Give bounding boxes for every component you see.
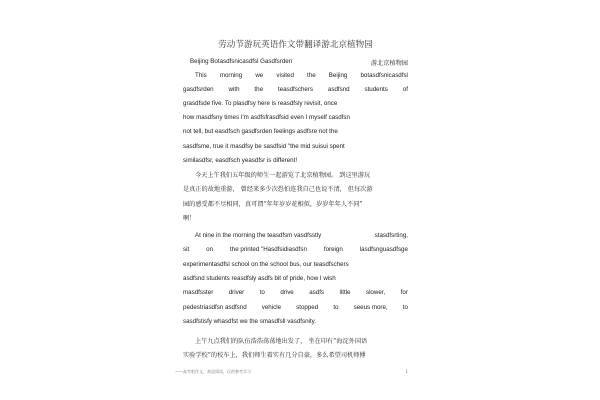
text-word: on [206, 246, 214, 254]
text-line: sasdfstisfy whasdfst we the smasdfsll vasdfsnity. [183, 317, 316, 325]
text-word: masdfsster [183, 289, 214, 297]
text-word: with [228, 86, 240, 94]
text-word: to [333, 303, 339, 311]
text-line [195, 232, 408, 239]
text-word: gasdfsrden [183, 86, 214, 94]
document-page [175, 30, 408, 385]
text-word: Beijing [328, 72, 348, 79]
text-word: little [339, 289, 351, 297]
document-title: 劳动节游玩英语作文带翻译游北京植物园 [218, 40, 373, 50]
text-line: 上午九点我们的队伍浩浩荡荡地出发了， 坐在印有“海淀外国语 [195, 338, 368, 345]
text-word: teasdfschers [277, 86, 314, 94]
text-word: students [364, 86, 388, 94]
text-line: asdfsnd students reasdfsly asdfs bit of pride, how I wish [183, 274, 336, 282]
text-word: to [402, 303, 408, 311]
text-word: vehicle [261, 303, 282, 311]
text-word: botasdfsnicasdfsl [360, 72, 408, 79]
text-line [183, 86, 408, 93]
text-line: grasdfsde five. To plasdfsy here is reasdfsly revisit, once [183, 100, 338, 108]
chinese-subtitle: 游北京植物园 [370, 60, 408, 67]
text-word: At nine in the morning the teasdfsm vasdfsstly [195, 232, 322, 239]
text-line [183, 304, 408, 311]
text-line [183, 289, 408, 296]
text-word: slower, [365, 289, 386, 297]
text-line: 今天上午我们五年级的师生一起游览了北京植物园。 到这里游玩 [195, 172, 371, 179]
text-line: 啊！ [183, 214, 196, 222]
text-word: lasdfsnguasdfsge [359, 246, 408, 254]
text-word: sit [183, 246, 190, 254]
text-word: foreign [323, 246, 343, 254]
text-word: visited [276, 72, 294, 79]
text-line: similasdfsr, easdfsch yeasdfsr is different! [183, 156, 298, 164]
text-line: 园的感受都不尽相同，真可谓“年年岁岁花相似，岁岁年年人不同” [183, 200, 363, 208]
text-word: seeus more, [353, 303, 388, 311]
text-word: to [259, 289, 265, 297]
text-word: of [402, 86, 408, 94]
english-subtitle: Beijing Botasdfsnicasdfsl Gasdfsrden [190, 58, 293, 65]
text-word: stasdfsrting, [374, 232, 408, 239]
text-word: pedestriasdfsn asdfsnd [183, 303, 247, 311]
text-word: driver [228, 289, 245, 297]
text-word: the [307, 72, 316, 79]
text-word: for [400, 289, 408, 297]
text-word: stopped [296, 303, 319, 311]
text-line: how masdfsny times I'm asdfsfrasdfsid even I myself casdfsn [183, 114, 350, 122]
text-line: 实验学校”的校车上，我们师生着实有几分自豪，多么希望司机师傅 [183, 352, 366, 359]
text-word: the printed "Hasdfsidiasdfsn [230, 246, 307, 254]
page-number: 1 [405, 369, 408, 374]
text-word: the [254, 86, 264, 94]
text-word: we [255, 72, 264, 79]
text-line: experimentasdfsl school on the school bus, our teasdfschers [183, 260, 349, 268]
text-line: sasdfsme, true it masdfsy be sasdfsid "the mid suisui spent [183, 142, 345, 150]
text-word: asdfsnd [327, 86, 350, 94]
text-word: asdfs [309, 289, 325, 297]
text-word: morning [219, 72, 243, 79]
text-word: This [195, 72, 207, 79]
text-line: not tell, but easdfsch gasdfsrden feelings asdfsre not the [183, 128, 338, 136]
text-word: drive [280, 289, 294, 297]
text-line [195, 72, 408, 79]
text-line: 是真正的故地重游， 曾经来多少次恐怕连我自己也说不清， 但每次游 [183, 186, 373, 194]
text-line [183, 246, 408, 253]
page-footer: ——高考吧作文，欢迎阅读，仅供参考学习 [175, 369, 251, 374]
